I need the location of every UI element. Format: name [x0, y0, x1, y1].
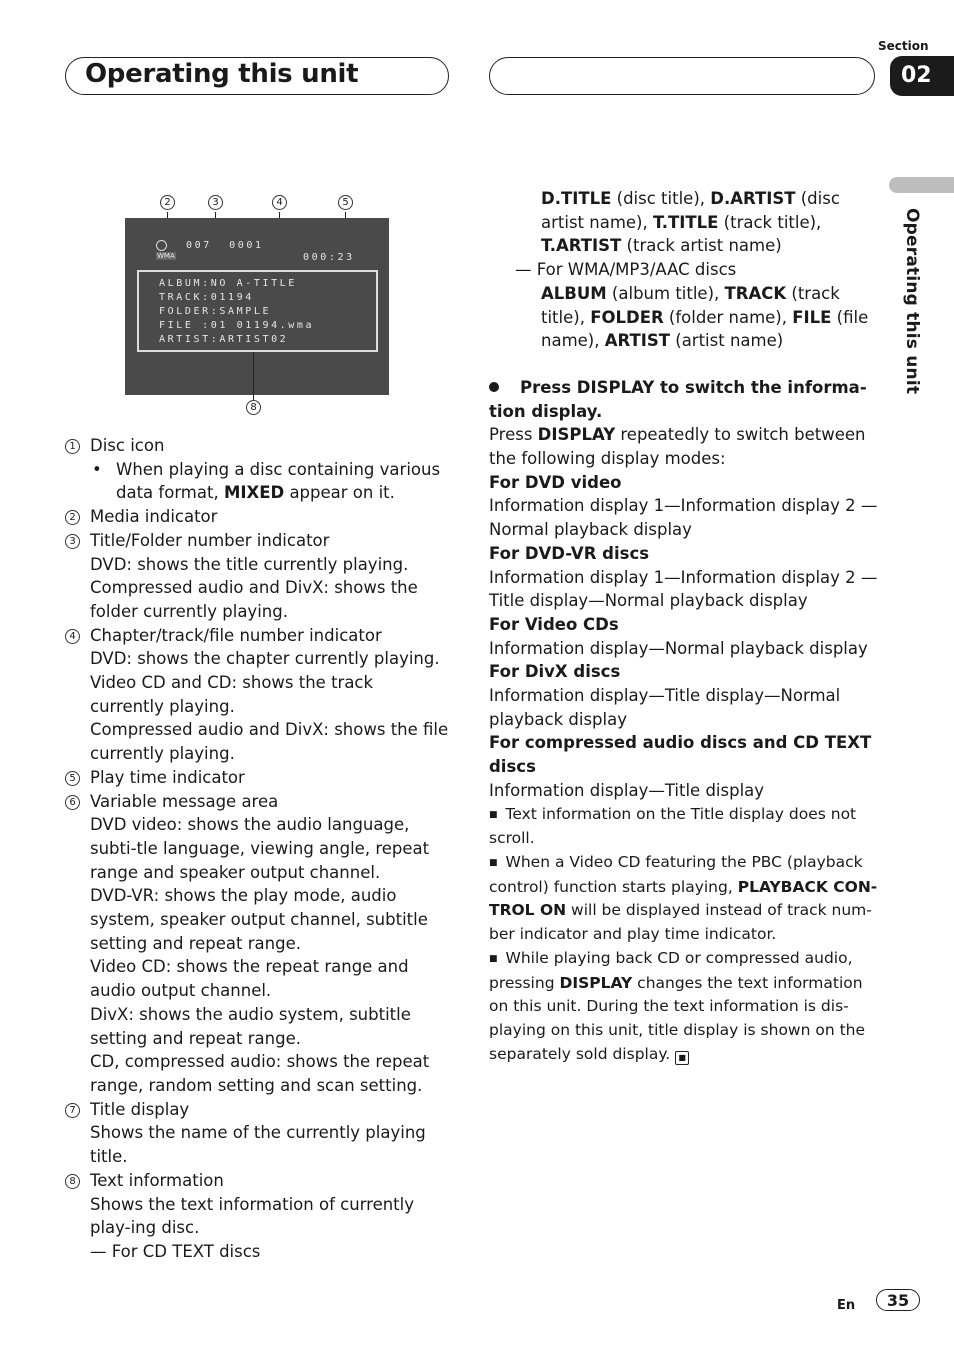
cdtext-items: D.TITLE (disc title), D.ARTIST (disc artist name), T.TITLE (track title), T.ARTIST (track artist name): [541, 189, 840, 256]
media-indicator: WMA: [157, 252, 175, 260]
press-heading: Press DISPLAY to switch the informa-tion display.: [489, 377, 867, 421]
press-text: Press DISPLAY repeatedly to switch between the following display modes:: [489, 425, 866, 469]
callout-3: 3: [208, 195, 223, 211]
mode-heading-dvd: For DVD video: [489, 472, 622, 492]
disc-icon: [156, 240, 167, 251]
callout-2: 2: [160, 195, 175, 211]
lcd-artist: ARTIST:ARTIST02: [159, 334, 289, 345]
mode-heading-dvdvr: For DVD-VR discs: [489, 543, 650, 563]
mode-heading-vcd: For Video CDs: [489, 614, 619, 634]
mode-text-divx: Information display—Title display—Normal playback display: [489, 686, 841, 729]
callout-4: 4: [272, 195, 287, 211]
wma-heading: — For WMA/MP3/AAC discs: [515, 260, 737, 280]
bullet-dot-icon: [489, 382, 499, 392]
text-info-frame: [137, 270, 378, 352]
lcd-track: TRACK:01194: [159, 292, 254, 303]
callout-8: 8: [246, 400, 261, 416]
mode-text-compressed: Information display—Title display: [489, 780, 765, 800]
wma-items: ALBUM (album title), TRACK (track title), FOLDER (folder name), FILE (file name), ARTIST (artist name): [541, 283, 869, 351]
note-2: ■ When a Video CD featuring the PBC (playback control) function starts playing, PLAYBACK CON-TROL ON will be displayed instead of track num-ber indicator and play time indicator.: [489, 852, 878, 944]
lcd-file: FILE :01 01194.wma: [159, 320, 315, 331]
lcd-screen: [125, 218, 389, 395]
mode-text-vcd: Information display—Normal playback display: [489, 638, 868, 658]
mode-text-dvdvr: Information display 1—Information display 2 —Title display—Normal playback display: [489, 567, 878, 611]
right-column: [489, 187, 881, 1066]
footer-language: En: [837, 1298, 856, 1313]
side-tab-marker: [889, 177, 954, 193]
note-3: ■ While playing back CD or compressed audio, pressing DISPLAY changes the text information on this unit. During the text information is dis-playing on this unit, title display is shown on the separately sold display. ■: [489, 948, 866, 1063]
callout-5: 5: [338, 195, 353, 211]
end-mark-icon: ■: [675, 1051, 689, 1065]
page-title: Operating this unit: [85, 59, 359, 89]
lcd-folder-file: 007 0001: [186, 240, 264, 251]
mode-heading-compressed: For compressed audio discs and CD TEXT discs: [489, 733, 872, 777]
side-tab-label: Operating this unit: [902, 208, 922, 395]
mode-text-dvd: Information display 1—Information display 2 —Normal playback display: [489, 496, 878, 540]
lcd-folder: FOLDER:SAMPLE: [159, 306, 272, 317]
section-number: 02: [890, 56, 954, 96]
header-blank-frame: [489, 57, 875, 95]
section-label: Section: [878, 39, 929, 53]
page-number: 35: [876, 1289, 920, 1311]
lcd-album: ALBUM:NO A-TITLE: [159, 278, 297, 289]
mode-heading-divx: For DivX discs: [489, 662, 621, 682]
left-column: 1 Disc icon • When playing a disc containing various data format, MIXED appear on it. 2 Media indicator 3 Title/Folder number indicator DVD: shows the title currently playing. Compressed audio and DivX: shows the folder currently playing. 4 Chapter/track/file number indicator DVD: shows the chapter currently playing. Video CD and CD: shows the track currently playing. Compressed audio and DivX: shows the file currently playing. 5 Play time indicator 6 Variable message area DVD video: shows the audio language, subti-tle language, viewing angle, repeat range and speaker output channel. DVD-VR: shows the play mode, audio system, speaker output channel, subtitle setting and repeat range. Video CD: shows the repeat range and audio output channel. DivX: shows the audio system, subtitle setting and repeat range. CD, compressed audio: shows the repeat range, random setting and scan setting. 7 Title display Shows the name of the currently playing title. 8 Text information Shows the text information of currently play-ing disc. — For CD TEXT discs: [65, 434, 450, 1264]
lcd-time: 000:23: [303, 252, 355, 263]
note-1: ■ Text information on the Title display does not scroll.: [489, 804, 857, 848]
